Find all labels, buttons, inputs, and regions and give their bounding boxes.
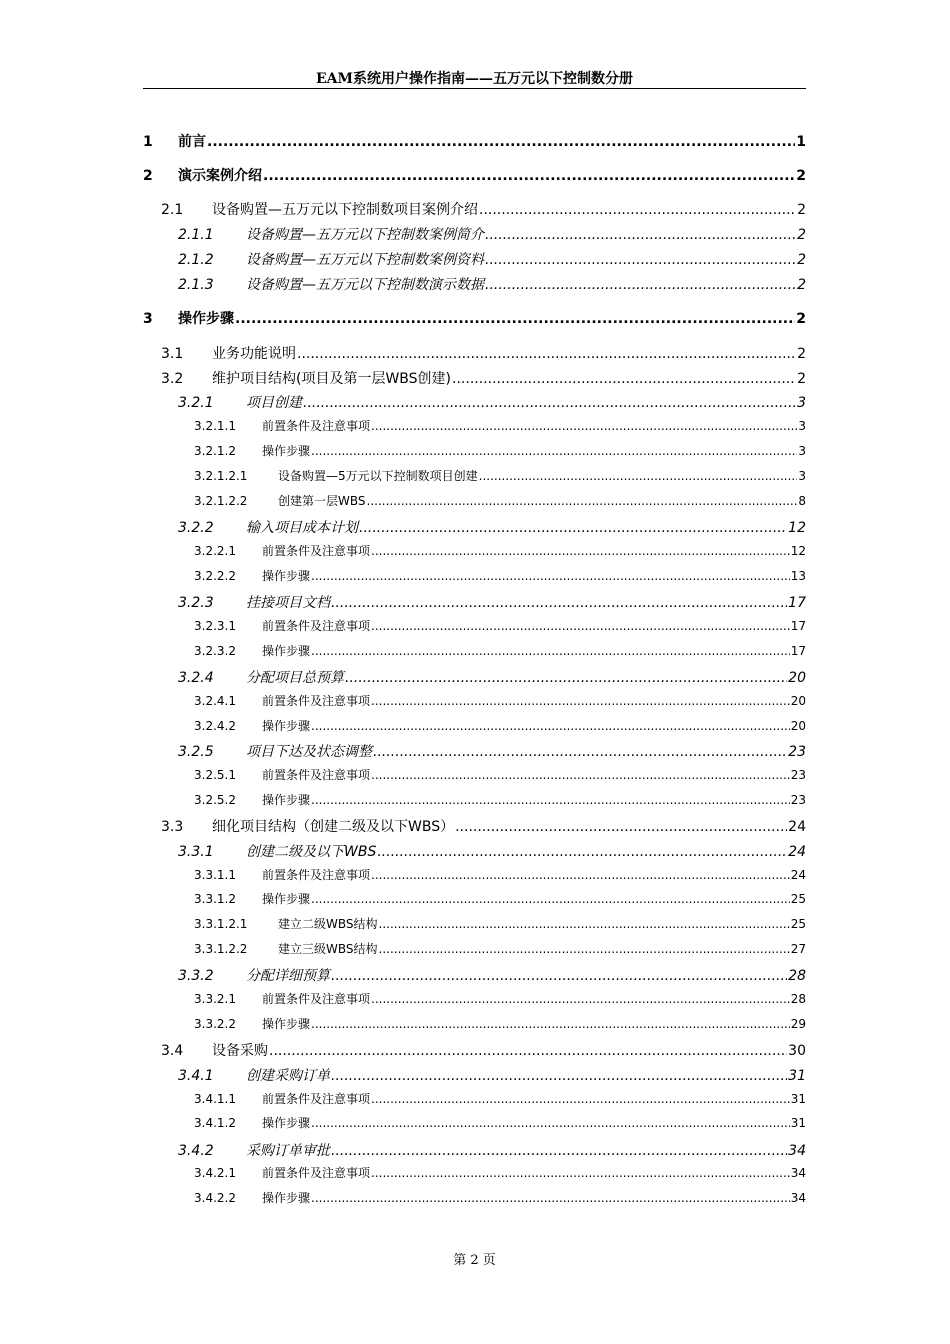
- toc-dot-leader: [379, 942, 790, 956]
- toc-entry-title[interactable]: 维护项目结构(项目及第一层WBS创建): [212, 371, 452, 387]
- toc-entry[interactable]: [143, 841, 806, 861]
- toc-entry[interactable]: [143, 1140, 806, 1160]
- page-footer: 第 2 页: [453, 1253, 496, 1268]
- toc-entry-title[interactable]: 输入项目成本计划: [246, 520, 358, 536]
- toc-dot-leader: [373, 744, 787, 760]
- toc-entry-number: 3.2.3.2: [194, 644, 236, 658]
- toc-entry-number: 3.3.2: [178, 968, 214, 984]
- toc-entry-title[interactable]: 设备购置—5万元以下控制数项目创建: [278, 469, 478, 483]
- toc-entry-number: 3.2.2.2: [194, 569, 236, 583]
- toc-entry[interactable]: [143, 517, 806, 537]
- toc-entry[interactable]: [143, 617, 806, 634]
- toc-dot-leader: [269, 1043, 787, 1059]
- toc-entry-title[interactable]: 创建第一层WBS: [278, 494, 366, 508]
- toc-entry[interactable]: [143, 1040, 806, 1060]
- toc-dot-leader: [331, 968, 787, 984]
- toc-entry-number: 3.2.5.2: [194, 793, 236, 807]
- toc-entry-number: 2.1: [161, 202, 184, 218]
- toc-entry-page: 25: [790, 917, 806, 931]
- toc-entry[interactable]: [143, 990, 806, 1007]
- toc-entry-title[interactable]: 建立二级WBS结构: [278, 917, 378, 931]
- toc-entry[interactable]: [143, 642, 806, 659]
- toc-entry[interactable]: [143, 1015, 806, 1032]
- toc-entry[interactable]: [143, 717, 806, 734]
- toc-entry-page: 34: [790, 1166, 806, 1180]
- toc-entry-title[interactable]: 前置条件及注意事项: [262, 1166, 371, 1180]
- toc-entry[interactable]: [143, 492, 806, 509]
- toc-entry[interactable]: [143, 890, 806, 907]
- toc-entry-page: 2: [797, 227, 806, 243]
- toc-entry-page: 30: [788, 1043, 806, 1059]
- toc-dot-leader: [311, 1116, 790, 1130]
- toc-entry-page: 2: [797, 252, 806, 268]
- toc-entry[interactable]: [143, 392, 806, 412]
- toc-entry[interactable]: [143, 766, 806, 783]
- toc-entry-title[interactable]: 前置条件及注意事项: [262, 544, 371, 558]
- toc-entry-page: 28: [790, 992, 806, 1006]
- toc-entry-title[interactable]: 前置条件及注意事项: [262, 992, 371, 1006]
- toc-entry[interactable]: [143, 567, 806, 584]
- toc-entry[interactable]: [143, 1114, 806, 1131]
- toc-entry-number: 3.2.1.2: [194, 444, 236, 458]
- toc-entry-page: 34: [790, 1191, 806, 1205]
- toc-entry-title[interactable]: 项目创建: [246, 395, 302, 411]
- toc-entry-page: 31: [788, 1068, 806, 1084]
- toc-dot-leader: [311, 644, 790, 658]
- toc-entry-number: 3: [143, 311, 153, 327]
- toc-dot-leader: [479, 202, 796, 218]
- toc-entry-number: 3.2.4.1: [194, 694, 236, 708]
- toc-entry-title[interactable]: 前言: [178, 134, 206, 150]
- toc-entry[interactable]: [143, 592, 806, 612]
- toc-entry-page: 2: [796, 168, 806, 184]
- toc-entry-title[interactable]: 前置条件及注意事项: [262, 868, 371, 882]
- toc-dot-leader: [371, 992, 790, 1006]
- toc-entry[interactable]: [143, 467, 806, 484]
- toc-entry-page: 12: [788, 520, 806, 536]
- toc-dot-leader: [311, 719, 790, 733]
- toc-dot-leader: [297, 346, 796, 362]
- toc-entry-page: 17: [790, 619, 806, 633]
- toc-dot-leader: [331, 1068, 787, 1084]
- toc-entry-title[interactable]: 业务功能说明: [212, 346, 296, 362]
- toc-entry-title[interactable]: 操作步骤: [178, 311, 234, 327]
- toc-entry-number: 3.4.2: [178, 1143, 214, 1159]
- toc-entry-number: 3.4: [161, 1043, 184, 1059]
- toc-dot-leader: [371, 694, 790, 708]
- toc-entry-number: 3.2.3.1: [194, 619, 236, 633]
- toc-entry[interactable]: [143, 1189, 806, 1206]
- toc-entry-title[interactable]: 设备购置—五万元以下控制数项目案例介绍: [212, 202, 478, 218]
- toc-entry[interactable]: [143, 442, 806, 459]
- toc-entry-number: 3.4.1.2: [194, 1116, 236, 1130]
- toc-entry-number: 3.2.2.1: [194, 544, 236, 558]
- toc-dot-leader: [235, 311, 795, 327]
- toc-entry[interactable]: [143, 915, 806, 932]
- toc-entry-number: 3.3.1: [178, 844, 214, 860]
- toc-entry-number: 3.2: [161, 371, 184, 387]
- toc-entry[interactable]: [143, 131, 806, 151]
- toc-dot-leader: [207, 134, 795, 150]
- toc-entry-page: 23: [790, 793, 806, 807]
- toc-entry-number: 2.1.2: [178, 252, 214, 268]
- toc-entry[interactable]: [143, 816, 806, 836]
- toc-dot-leader: [311, 1191, 790, 1205]
- toc-entry-number: 2.1.3: [178, 277, 214, 293]
- toc-entry-number: 3.3.2.2: [194, 1017, 236, 1031]
- toc-entry-page: 24: [788, 844, 806, 860]
- toc-entry-page: 3: [797, 395, 806, 411]
- toc-dot-leader: [479, 469, 798, 483]
- toc-dot-leader: [371, 868, 790, 882]
- header-divider: [143, 88, 806, 89]
- toc-entry-title[interactable]: 采购订单审批: [246, 1143, 330, 1159]
- toc-entry[interactable]: [143, 249, 806, 269]
- toc-entry[interactable]: [143, 940, 806, 957]
- toc-dot-leader: [455, 819, 787, 835]
- toc-dot-leader: [377, 844, 787, 860]
- toc-entry-title[interactable]: 前置条件及注意事项: [262, 1092, 371, 1106]
- toc-entry-title[interactable]: 操作步骤: [262, 719, 311, 733]
- toc-entry-title[interactable]: 项目下达及状态调整: [246, 744, 372, 760]
- toc-entry[interactable]: [143, 965, 806, 985]
- toc-entry-number: 3.3.2.1: [194, 992, 236, 1006]
- toc-dot-leader: [331, 1143, 787, 1159]
- toc-dot-leader: [311, 444, 797, 458]
- toc-entry-number: 2.1.1: [178, 227, 214, 243]
- toc-entry-number: 3.2.1.1: [194, 419, 236, 433]
- toc-entry-number: 3.4.1: [178, 1068, 214, 1084]
- toc-entry-title[interactable]: 操作步骤: [262, 444, 311, 458]
- toc-entry[interactable]: [143, 866, 806, 883]
- toc-entry-page: 20: [790, 719, 806, 733]
- toc-entry[interactable]: [143, 308, 806, 328]
- toc-dot-leader: [311, 569, 790, 583]
- toc-dot-leader: [371, 544, 790, 558]
- toc-entry-page: 31: [790, 1092, 806, 1106]
- toc-entry-page: 2: [797, 277, 806, 293]
- toc-dot-leader: [345, 670, 787, 686]
- toc-entry-title[interactable]: 前置条件及注意事项: [262, 768, 371, 782]
- toc-entry-page: 3: [798, 469, 806, 483]
- toc-entry[interactable]: [143, 368, 806, 388]
- toc-entry-page: 25: [790, 892, 806, 906]
- toc-entry-number: 2: [143, 168, 153, 184]
- toc-entry[interactable]: [143, 274, 806, 294]
- toc-entry-page: 28: [788, 968, 806, 984]
- toc-entry[interactable]: [143, 542, 806, 559]
- toc-entry-number: 3.4.2.2: [194, 1191, 236, 1205]
- toc-entry-page: 29: [790, 1017, 806, 1031]
- toc-entry-page: 24: [790, 868, 806, 882]
- toc-entry-page: 24: [788, 819, 806, 835]
- toc-entry-page: 2: [797, 346, 806, 362]
- toc-entry-number: 3.2.5: [178, 744, 214, 760]
- toc-entry-page: 23: [790, 768, 806, 782]
- toc-entry[interactable]: [143, 199, 806, 219]
- toc-dot-leader: [452, 371, 796, 387]
- page-header-title: EAM系统用户操作指南——五万元以下控制数分册: [315, 71, 634, 87]
- toc-entry-title[interactable]: 创建二级及以下WBS: [246, 844, 377, 860]
- toc-entry-number: 3.2.1: [178, 395, 214, 411]
- toc-entry-title[interactable]: 演示案例介绍: [178, 168, 262, 184]
- toc-entry[interactable]: [143, 692, 806, 709]
- toc-entry-page: 31: [790, 1116, 806, 1130]
- toc-entry-title[interactable]: 操作步骤: [262, 892, 311, 906]
- toc-dot-leader: [371, 1092, 790, 1106]
- toc-entry-page: 2: [796, 311, 806, 327]
- toc-entry-number: 3.2.2: [178, 520, 214, 536]
- toc-entry-title[interactable]: 操作步骤: [262, 1017, 311, 1031]
- toc-entry-number: 3.3.1.1: [194, 868, 236, 882]
- toc-dot-leader: [485, 227, 796, 243]
- toc-entry-title[interactable]: 前置条件及注意事项: [262, 694, 371, 708]
- toc-entry-number: 3.4.1.1: [194, 1092, 236, 1106]
- toc-entry-number: 3.3.1.2: [194, 892, 236, 906]
- toc-dot-leader: [485, 277, 796, 293]
- toc-entry[interactable]: [143, 417, 806, 434]
- toc-entry-title[interactable]: 细化项目结构（创建二级及以下WBS）: [212, 819, 455, 835]
- toc-entry-number: 3.4.2.1: [194, 1166, 236, 1180]
- toc-entry-title[interactable]: 设备购置—五万元以下控制数案例简介: [246, 227, 484, 243]
- toc-entry-page: 20: [788, 670, 806, 686]
- toc-entry-title[interactable]: 挂接项目文档: [246, 595, 330, 611]
- toc-dot-leader: [311, 793, 790, 807]
- toc-entry-number: 3.2.4.2: [194, 719, 236, 733]
- toc-entry-number: 3.2.5.1: [194, 768, 236, 782]
- toc-entry-page: 23: [788, 744, 806, 760]
- toc-dot-leader: [485, 252, 796, 268]
- toc-entry-number: 3.2.1.2.1: [194, 469, 248, 483]
- toc-entry-title[interactable]: 设备采购: [212, 1043, 268, 1059]
- toc-entry-number: 3.2.3: [178, 595, 214, 611]
- toc-entry-title[interactable]: 操作步骤: [262, 1116, 311, 1130]
- toc-entry-title[interactable]: 操作步骤: [262, 644, 311, 658]
- toc-entry-page: 34: [788, 1143, 806, 1159]
- toc-entry-number: 3.3.1.2.1: [194, 917, 248, 931]
- toc-dot-leader: [379, 917, 790, 931]
- toc-entry[interactable]: [143, 667, 806, 687]
- toc-entry-number: 3.3.1.2.2: [194, 942, 248, 956]
- toc-entry-number: 3.2.1.2.2: [194, 494, 248, 508]
- toc-dot-leader: [371, 1166, 790, 1180]
- toc-entry-title[interactable]: 操作步骤: [262, 1191, 311, 1205]
- toc-dot-leader: [331, 595, 787, 611]
- toc-entry-page: 1: [796, 134, 806, 150]
- toc-entry-number: 3.1: [161, 346, 184, 362]
- toc-entry-page: 12: [790, 544, 806, 558]
- toc-entry[interactable]: [143, 1164, 806, 1181]
- toc-dot-leader: [303, 395, 796, 411]
- toc-dot-leader: [311, 892, 790, 906]
- toc-entry[interactable]: [143, 343, 806, 363]
- toc-entry-title[interactable]: 设备购置—五万元以下控制数演示数据: [246, 277, 484, 293]
- toc-entry-title[interactable]: 设备购置—五万元以下控制数案例资料: [246, 252, 484, 268]
- toc-entry-page: 20: [790, 694, 806, 708]
- toc-entry-title[interactable]: 前置条件及注意事项: [262, 419, 371, 433]
- toc-dot-leader: [371, 419, 797, 433]
- toc-entry-page: 2: [797, 202, 806, 218]
- toc-entry[interactable]: [143, 165, 806, 185]
- toc-dot-leader: [371, 768, 790, 782]
- toc-entry[interactable]: [143, 1090, 806, 1107]
- toc-entry-title[interactable]: 建立三级WBS结构: [278, 942, 378, 956]
- toc-entry-number: 3.2.4: [178, 670, 214, 686]
- toc-entry-page: 3: [798, 444, 806, 458]
- toc-entry-number: 3.3: [161, 819, 184, 835]
- toc-entry-page: 8: [798, 494, 806, 508]
- toc-dot-leader: [359, 520, 787, 536]
- toc-dot-leader: [371, 619, 790, 633]
- toc-entry[interactable]: [143, 741, 806, 761]
- toc-entry-title[interactable]: 创建采购订单: [246, 1068, 330, 1084]
- toc-entry-page: 17: [790, 644, 806, 658]
- toc-entry-page: 2: [797, 371, 806, 387]
- toc-entry-page: 13: [790, 569, 806, 583]
- toc-entry-page: 3: [798, 419, 806, 433]
- toc-dot-leader: [367, 494, 798, 508]
- toc-dot-leader: [311, 1017, 790, 1031]
- toc-entry-title[interactable]: 分配项目总预算: [246, 670, 344, 686]
- toc-entry-title[interactable]: 前置条件及注意事项: [262, 619, 371, 633]
- toc-dot-leader: [263, 168, 795, 184]
- toc-entry-number: 1: [143, 134, 153, 150]
- toc-entry[interactable]: [143, 224, 806, 244]
- toc-entry-page: 27: [790, 942, 806, 956]
- toc-entry-title[interactable]: 操作步骤: [262, 793, 311, 807]
- toc-entry-page: 17: [788, 595, 806, 611]
- toc-entry[interactable]: [143, 1065, 806, 1085]
- toc-entry-title[interactable]: 操作步骤: [262, 569, 311, 583]
- toc-entry[interactable]: [143, 791, 806, 808]
- toc-entry-title[interactable]: 分配详细预算: [246, 968, 330, 984]
